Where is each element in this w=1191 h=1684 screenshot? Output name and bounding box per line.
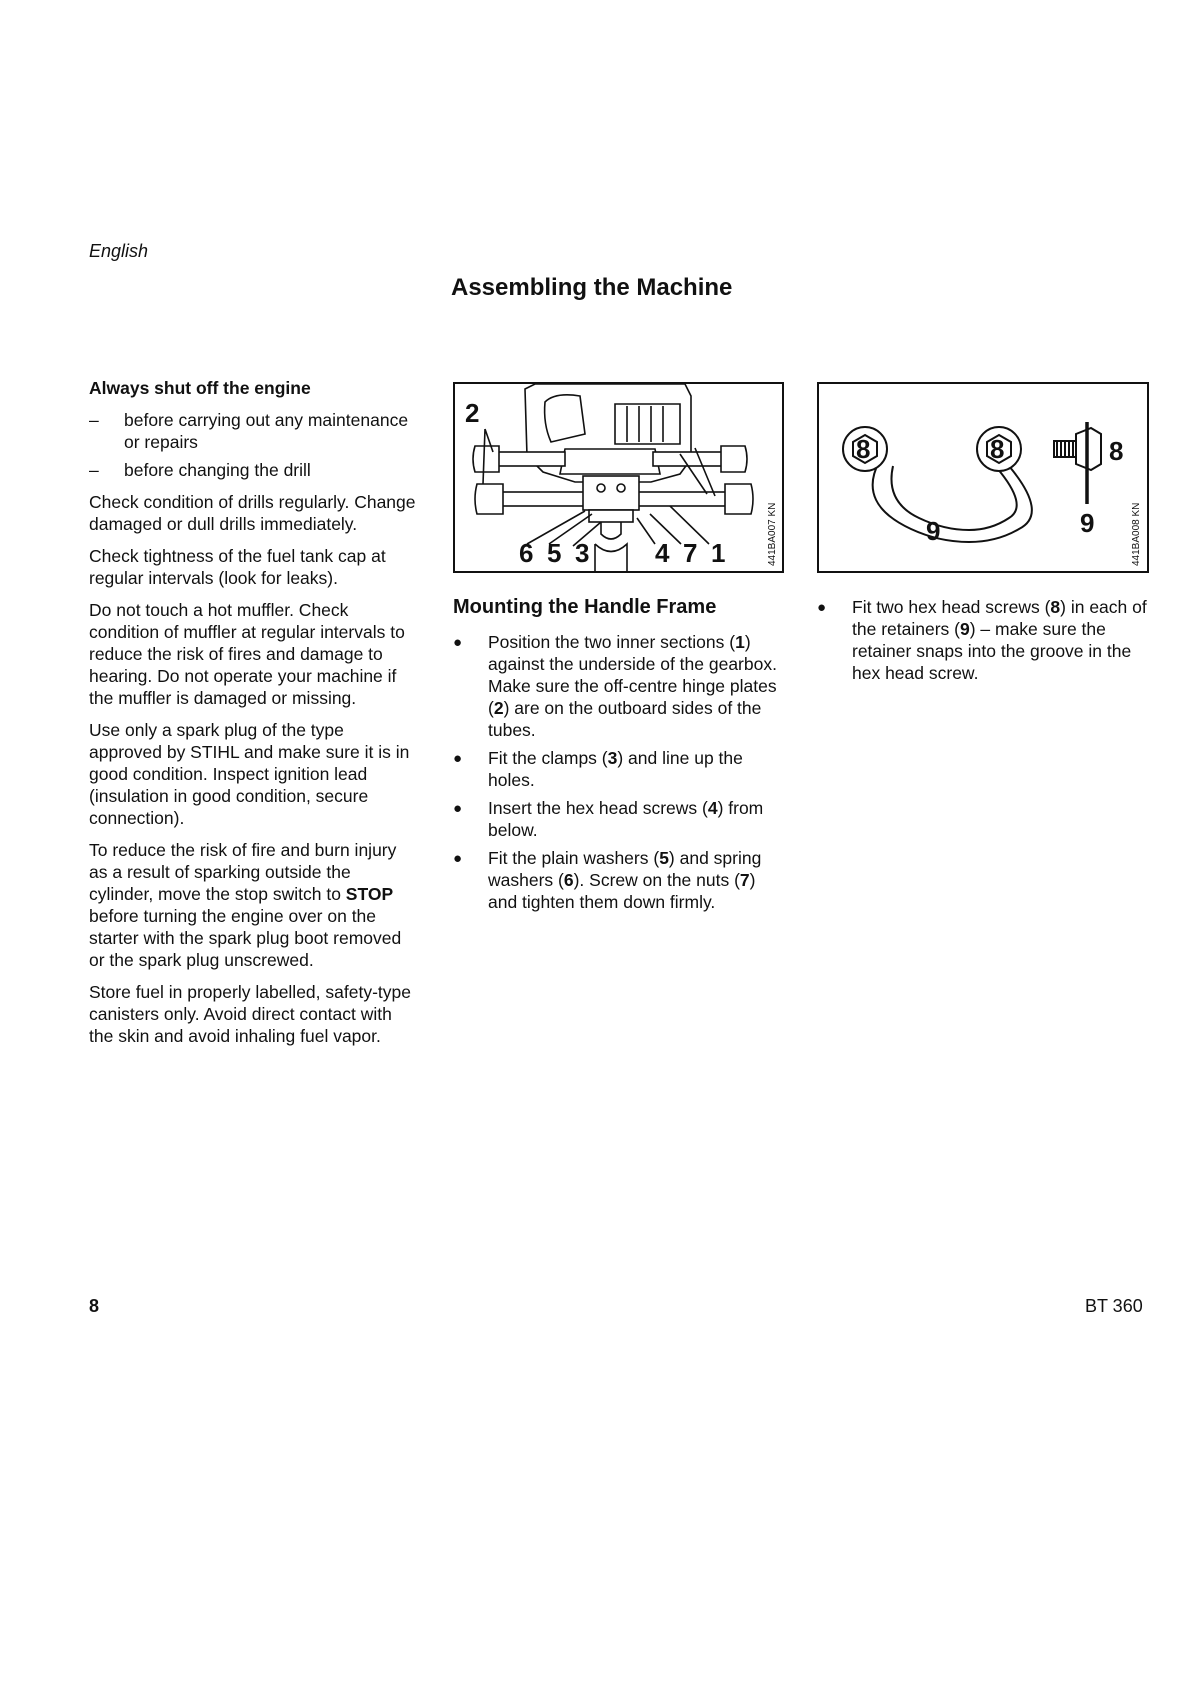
part-number: 4 [707,798,718,818]
text-run: Position the two inner sections ( [488,632,736,652]
text-run: ) and tighten them down firmly. [488,870,756,912]
figure-label: 8 [990,434,1005,464]
text-run: ) are on the outboard sides of the tubes. [488,698,762,740]
figure-label: 9 [926,516,941,546]
paragraph: Check tightness of the fuel tank cap at regular intervals (look for leaks). [89,546,386,588]
list-item [89,409,419,453]
bullet-icon: ● [453,850,463,867]
list-item [453,797,785,841]
text-run: ) and line up the holes. [488,748,743,790]
figure-label: 7 [683,538,698,568]
part-number: 3 [607,748,618,768]
text-run: Fit two hex head screws ( [852,597,1051,617]
figure-code: 441BA008 KN [1131,502,1142,566]
list-item [817,596,1147,684]
text-run: ). Screw on the nuts ( [573,870,740,890]
paragraph: Do not touch a hot muffler. Check condition of muffler at regular intervals to reduce the risk of fires and damage to hearing. Do not operate your machine if the muffler is damaged or missing. [89,600,405,708]
bullet-icon: ● [453,750,463,767]
handle-frame-figure [453,382,784,573]
paragraph: Use only a spark plug of the type approved by STIHL and make sure it is in good condition. Inspect ignition lead (insulation in good condition, secure connection). [89,720,410,828]
text-run: ) in each of the retainers ( [852,597,1147,639]
instruction-list [817,596,1147,684]
text-run: Fit the plain washers ( [488,848,660,868]
page-number: 8 [89,1296,100,1316]
figure-label: 8 [1109,436,1124,466]
paragraph: Check condition of drills regularly. Change damaged or dull drills immediately. [89,492,416,534]
section-heading: Mounting the Handle Frame [453,596,717,618]
bullet-icon: ● [453,634,463,651]
text-run: ) – make sure the retainer snaps into the groove in the hex head screw. [852,619,1132,683]
text-run: To reduce the risk of fire and burn injury as a result of sparking outside the cylinder, move the stop switch to [89,840,397,904]
part-number: 7 [739,870,750,890]
part-number: 6 [563,870,574,890]
list-item [453,747,785,791]
handle-frame-illustration [455,384,782,571]
figure-label: 5 [547,538,562,568]
part-number: 2 [493,698,504,718]
figure-label: 8 [856,434,871,464]
text-run: ) from below. [488,798,764,840]
language-label: English [89,241,149,261]
text-run: before turning the engine over on the starter with the spark plug boot removed or the spark plug unscrewed. [89,906,402,970]
bullet-icon: ● [817,599,827,616]
retainer-illustration [819,384,1147,571]
figure-label: 3 [575,538,590,568]
figure-label: 1 [711,538,726,568]
mounting-column [453,596,785,923]
retainer-figure [817,382,1149,573]
figure-label: 2 [465,398,480,428]
text-run: ) and spring washers ( [488,848,762,890]
dash-marker: – [89,460,99,480]
part-number: 5 [659,848,669,868]
safety-column [89,377,419,1057]
text-run: ) against the underside of the gearbox. Make sure the off-centre hinge plates ( [488,632,777,718]
safety-heading: Always shut off the engine [89,378,311,398]
part-number: 9 [959,619,970,639]
stop-keyword: STOP [345,884,394,904]
list-item-text: before carrying out any maintenance or repairs [124,410,409,452]
figure-label: 6 [519,538,534,568]
figure-label: 4 [655,538,670,568]
text-run: Fit the clamps ( [488,748,608,768]
model-name: BT 360 [1085,1296,1143,1316]
list-item [453,847,785,913]
list-item-text: before changing the drill [124,460,311,480]
part-number: 8 [1050,597,1061,617]
stop-paragraph [89,839,419,971]
figure-label: 9 [1080,508,1095,538]
text-run: Insert the hex head screws ( [488,798,708,818]
retainer-column [817,596,1147,694]
dash-list [89,409,419,481]
part-number: 1 [735,632,745,652]
list-item [453,631,785,741]
dash-marker: – [89,410,99,430]
page-title: Assembling the Machine [451,274,733,301]
instruction-list [453,631,785,913]
list-item [89,459,419,481]
figure-code: 441BA007 KN [767,502,778,566]
paragraph: Store fuel in properly labelled, safety-type canisters only. Avoid direct contact with the skin and avoid inhaling fuel vapor. [89,982,411,1046]
bullet-icon: ● [453,800,463,817]
